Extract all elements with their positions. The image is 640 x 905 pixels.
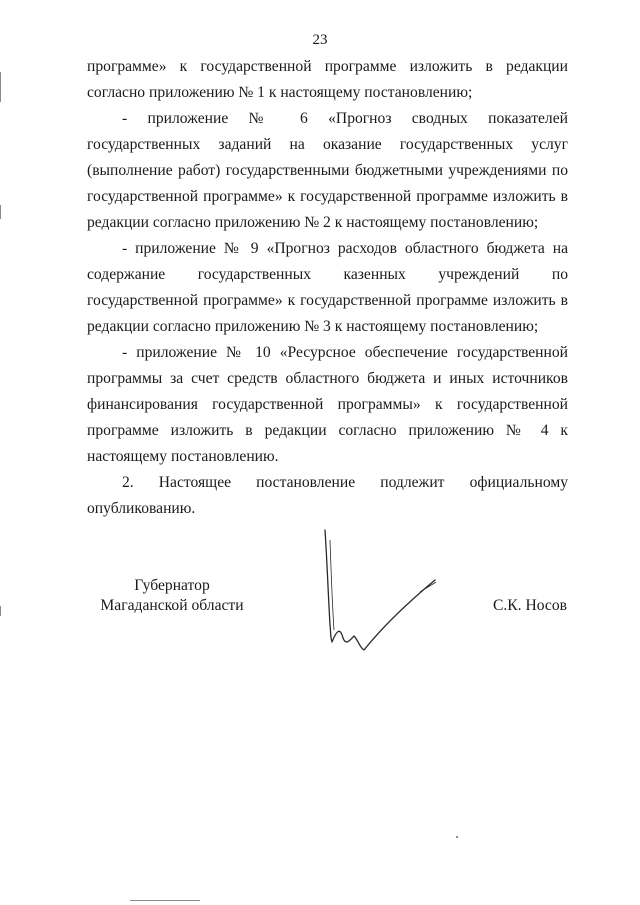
scan-margin-mark <box>0 606 1 616</box>
signatory-name: С.К. Носов <box>492 597 567 614</box>
handwritten-signature <box>310 520 450 670</box>
paragraph-continuation: программе» к государственной программе изложить в редакции согласно приложению № 1 к настоящему постановлению; <box>87 58 568 101</box>
signatory-title <box>87 576 257 616</box>
scan-margin-mark <box>130 900 200 901</box>
paragraph-appendix-10: - приложение № 10 «Ресурсное обеспечение государственной программы за счет средств областного бюджета и иных источников финансирования государственной программы» к государственной программе изложить в редакции согласно приложению № 4 к настоящему постановлению. <box>87 344 568 465</box>
signatory-title-line1: Губернатор <box>134 577 210 594</box>
paragraph-appendix-6: - приложение № 6 «Прогноз сводных показателей государственных заданий на оказание государственных услуг (выполнение работ) государственными бюджетными учреждениями по государственной программе» к государственной программе изложить в редакции согласно приложению № 2 к настоящему постановлению; <box>87 110 568 231</box>
document-body <box>87 54 568 522</box>
scan-margin-mark <box>0 205 1 219</box>
paragraph-publication: 2. Настоящее постановление подлежит официальному опубликованию. <box>87 474 568 517</box>
page-number: 23 <box>312 32 328 48</box>
scan-margin-mark <box>0 72 1 102</box>
scan-dot <box>456 836 458 838</box>
signatory-title-line2: Магаданской области <box>100 597 244 614</box>
paragraph-appendix-9: - приложение № 9 «Прогноз расходов областного бюджета на содержание государственных казенных учреждений по государственной программе» к государственной программе изложить в редакции согласно приложению № 3 к настоящему постановлению; <box>87 240 568 335</box>
